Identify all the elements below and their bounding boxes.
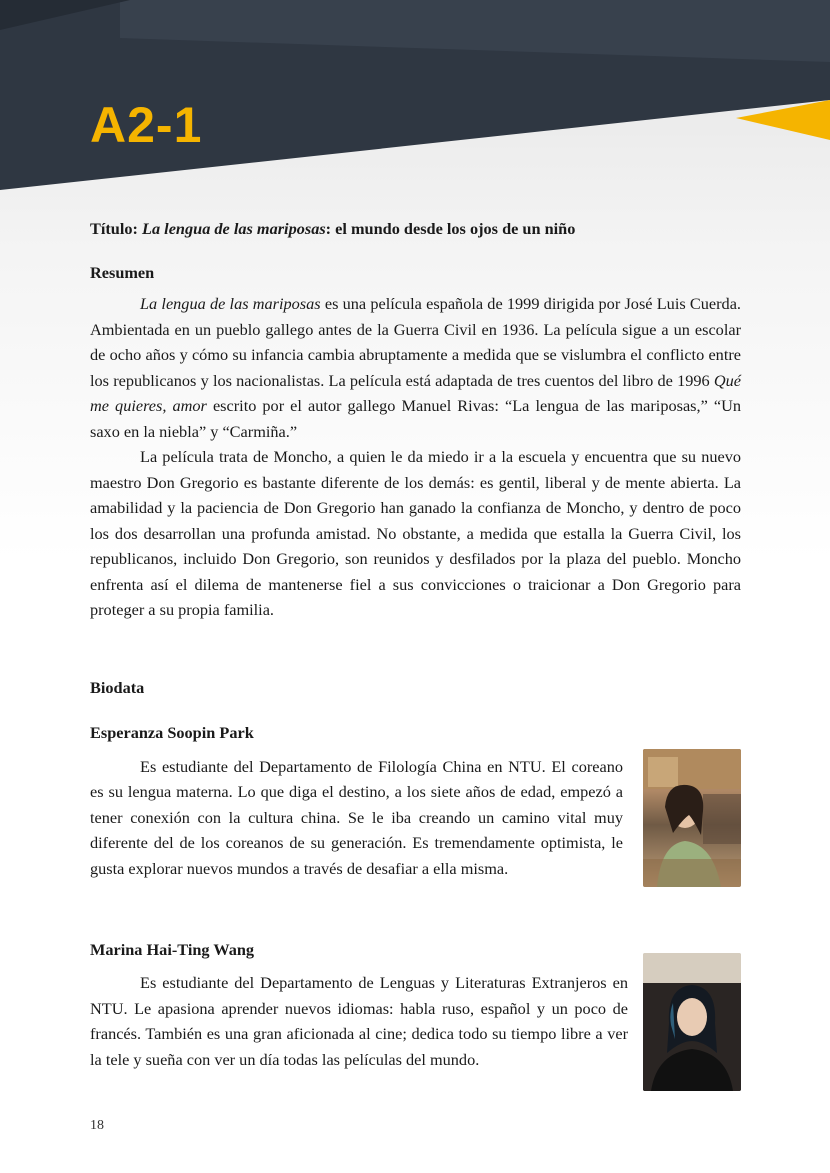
author-bio-block <box>90 754 741 887</box>
author-name: Esperanza Soopin Park <box>90 723 254 742</box>
author-name: Marina Hai-Ting Wang <box>90 939 255 959</box>
section-code: A2-1 <box>90 97 203 153</box>
author-bio: Es estudiante del Departamento de Filología China en NTU. El coreano es su lengua materna. Lo que diga el destino, a los siete años de edad, empezó a tener conexión con la cultura china. Se le iba creando un camino vital muy diferente del de los coreanos de su generación. Es tremendamente optimista, le gusta explorar nuevos mundos a través de desafiar a ella misma. <box>90 756 623 878</box>
biodata-heading: Biodata <box>90 677 145 697</box>
resumen-book: Qué me quieres, amor <box>90 370 741 415</box>
resumen-paragraph-2: La película trata de Moncho, a quien le da miedo ir a la escuela y encuentra que su nuevo maestro Don Gregorio es bastante diferente de los demás: es gentil, liberal y de mente abierta. La amabilidad y la paciencia de Don Gregorio han ganado la confianza de Moncho, y dentro de poco los dos desarrollan una profunda amistad. No obstante, a medida que estalla la Guerra Civil, los republicanos, incluido Don Gregorio, son reunidos y desfilados por la plaza del pueblo. Moncho enfrenta así el dilema de mantenerse fiel a sus convicciones o traicionar a Don Gregorio para proteger a su propia familia. <box>90 447 741 619</box>
author-bio: Es estudiante del Departamento de Lenguas y Literaturas Extranjeros en NTU. Le apasiona aprender nuevos idiomas: habla ruso, español y un poco de francés. También es una gran aficionada al cine; dedica todo su tiempo libre a ver la tele y sueña con ver un día todas las películas del mundo. <box>90 973 628 1069</box>
document-body <box>90 216 741 1091</box>
document-title <box>90 216 741 242</box>
author-photo <box>643 953 741 1091</box>
resumen-text-a: es una película española de 1999 dirigida por José Luis Cuerda. Ambientada en un pueblo gallego antes de la Guerra Civil en 1936. La película sigue a un escolar de ocho años y cómo su infancia cambia abruptamente a medida que se vislumbra el conflicto entre los republicanos y los nacionalistas. La película está adaptada de tres cuentos del libro de 1996 <box>90 294 741 390</box>
resumen-film: La lengua de las mariposas <box>140 294 321 313</box>
page-number: 18 <box>90 1118 104 1133</box>
resumen-heading: Resumen <box>90 262 155 282</box>
title-film: La lengua de las mariposas <box>142 219 326 238</box>
resumen-text-b: escrito por el autor gallego Manuel Rivas: “La lengua de las mariposas,” “Un saxo en la niebla” y “Carmiña.” <box>90 396 741 441</box>
author-bio-block <box>90 970 741 1091</box>
resumen-paragraph-1 <box>90 291 741 444</box>
title-prefix: Título: <box>90 219 143 238</box>
author-photo <box>643 749 741 887</box>
title-suffix: : el mundo desde los ojos de un niño <box>325 219 576 238</box>
